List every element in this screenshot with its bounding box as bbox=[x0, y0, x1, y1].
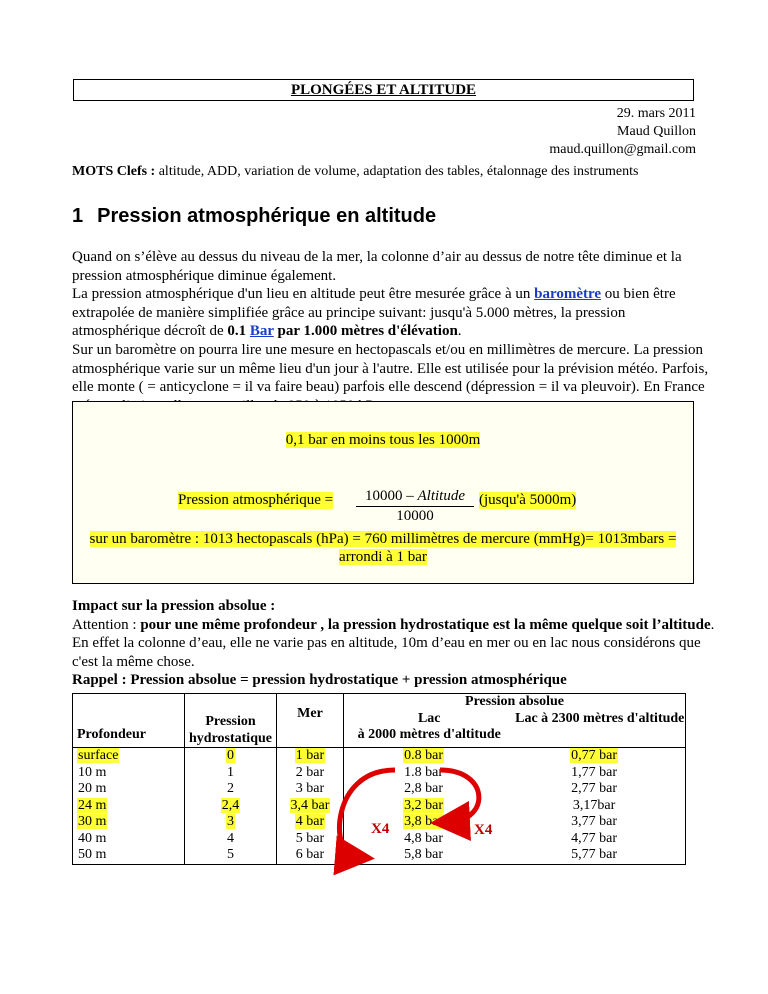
table-cell: 4,77 bar bbox=[571, 830, 618, 846]
table-cell: 5,8 bar bbox=[404, 847, 444, 862]
table-cell: surface bbox=[78, 748, 119, 763]
formula-title bbox=[73, 432, 693, 449]
table-cell: 6 bar bbox=[295, 847, 325, 862]
table-cell: 1 bbox=[227, 764, 234, 780]
intro-text bbox=[72, 248, 712, 415]
impact-heading-text: Impact sur la pression absolue : bbox=[72, 598, 276, 614]
table-cell: 2 bbox=[227, 781, 234, 796]
formula-num-a: 10000 – bbox=[365, 488, 418, 504]
table-cell: 4,8 bar bbox=[404, 830, 444, 846]
table-cell: 3,8 bar bbox=[404, 814, 444, 829]
header-lake2300: Lac à 2300 mètres d'altitude bbox=[515, 710, 685, 726]
doc-title: PLONGÉES ET ALTITUDE bbox=[290, 82, 477, 98]
header-sea: Mer bbox=[277, 694, 344, 748]
title-box bbox=[73, 79, 694, 101]
keywords bbox=[72, 163, 712, 181]
formula-num-var: Altitude bbox=[417, 488, 465, 504]
header-lakes bbox=[344, 711, 685, 744]
lake2000-column bbox=[344, 748, 504, 865]
lake2300-column bbox=[503, 748, 685, 865]
table-cell: 3,17bar bbox=[572, 797, 616, 813]
formula-denominator: 10000 bbox=[396, 508, 434, 524]
table-cell: 1.8 bar bbox=[404, 764, 444, 780]
table-cell: 0.8 bar bbox=[404, 748, 444, 763]
intro-p2-b: ou bien être extrapolée de manière simplifiée grâce au principe suivant: jusqu'à 5.000 mètres, la pression atmosphérique décroît de bbox=[72, 286, 676, 340]
sea-column bbox=[277, 748, 344, 865]
table-cell: 5,77 bar bbox=[571, 847, 618, 862]
intro-p2-a: La pression atmosphérique d'un lieu en altitude peut être mesurée grâce à un bbox=[72, 286, 535, 303]
doc-author: Maud Quillon bbox=[617, 124, 696, 139]
formula-label: Pression atmosphérique = bbox=[178, 492, 334, 508]
formula-bottom-text: sur un baromètre : 1013 hectopascals (hPa) = 760 millimètres de mercure (mmHg)= 1013mbars = arrondi à 1 bar bbox=[89, 531, 677, 565]
table-cell: 4 bar bbox=[295, 814, 325, 829]
impact-heading bbox=[72, 597, 722, 616]
section-heading bbox=[72, 205, 436, 228]
keywords-label: MOTS Clefs : bbox=[72, 164, 156, 179]
table-cell: 20 m bbox=[78, 781, 107, 796]
table-cell: 0 bbox=[227, 748, 234, 763]
formula-limit: (jusqu'à 5000m) bbox=[479, 492, 577, 508]
table-header-row bbox=[73, 694, 686, 748]
table-body-row bbox=[73, 748, 686, 865]
table-cell: 3,77 bar bbox=[571, 814, 618, 829]
pressure-table bbox=[72, 693, 686, 865]
table-cell: 3,2 bar bbox=[404, 797, 444, 813]
table-cell: 1,77 bar bbox=[571, 764, 618, 780]
hydro-column bbox=[185, 748, 277, 865]
barometre-link[interactable]: baromètre bbox=[534, 286, 602, 303]
header-lake2000: Lac à 2000 mètres d'altitude bbox=[357, 710, 501, 742]
table-cell: 4 bbox=[227, 830, 234, 846]
formula-numerator bbox=[356, 488, 474, 507]
table-cell: 2,77 bar bbox=[571, 781, 618, 796]
formula-bottom bbox=[73, 530, 693, 566]
table-cell: 2,8 bar bbox=[404, 781, 444, 796]
table-cell: 30 m bbox=[78, 814, 107, 829]
table-cell: 3 bbox=[227, 814, 234, 829]
intro-p2-bold1: 0.1 bbox=[227, 323, 250, 340]
header-meta bbox=[549, 105, 696, 159]
table-cell: 2 bar bbox=[295, 764, 325, 780]
table-cell: 24 m bbox=[78, 797, 107, 813]
intro-p2-end: . bbox=[457, 323, 462, 340]
section-number: 1 bbox=[72, 205, 84, 227]
header-absolute-group bbox=[344, 694, 686, 748]
header-absolute: Pression absolue bbox=[465, 694, 564, 709]
impact-rappel-text: Rappel : Pression absolue = pression hydrostatique + pression atmosphérique bbox=[72, 672, 567, 689]
annotation-x4-right: X4 bbox=[474, 822, 493, 838]
table-cell: 2,4 bbox=[221, 797, 240, 813]
keywords-text: altitude, ADD, variation de volume, adaptation des tables, étalonnage des instruments bbox=[155, 164, 639, 179]
section-title: Pression atmosphérique en altitude bbox=[97, 205, 437, 227]
doc-date: 29. mars 2011 bbox=[616, 106, 696, 121]
bar-link[interactable]: Bar bbox=[249, 323, 274, 340]
formula-fraction bbox=[356, 488, 474, 525]
annotation-x4-left: X4 bbox=[371, 821, 390, 837]
table-cell: 40 m bbox=[78, 830, 107, 846]
table-cell: 5 bar bbox=[295, 830, 325, 846]
impact-text bbox=[72, 597, 722, 690]
table-cell: 50 m bbox=[78, 847, 107, 862]
impact-attention bbox=[72, 616, 722, 672]
impact-att-b: . En effet la colonne d’eau, elle ne varie pas en altitude, 10m d’eau en mer ou en lac nous considérons que c'est la même chose. bbox=[72, 616, 715, 670]
header-hydro: Pression hydrostatique bbox=[185, 694, 277, 748]
table-cell: 3,4 bar bbox=[290, 797, 330, 813]
impact-att-a: Attention : bbox=[72, 616, 141, 633]
header-depth: Profondeur bbox=[73, 694, 185, 748]
table-cell: 10 m bbox=[78, 764, 107, 780]
formula-box bbox=[72, 401, 694, 584]
formula-title-text: 0,1 bar en moins tous les 1000m bbox=[285, 432, 481, 448]
table-cell: 1 bar bbox=[295, 748, 325, 763]
table-cell: 0,77 bar bbox=[571, 748, 618, 763]
table-cell: 3 bar bbox=[295, 781, 325, 796]
intro-p3: Sur un baromètre on pourra lire une mesure en hectopascals et/ou en millimètres de mercure. La pression atmosphérique varie sur un même lieu d'un jour à l'autre. Elle est utilisée pour la prévision météo. Parfois, elle monte ( = anticyclone = il va faire beau) parfois elle descend (dépression = il va pleuvoir). En France bbox=[72, 341, 709, 396]
table-cell: 5 bbox=[227, 847, 234, 862]
intro-p2 bbox=[72, 285, 712, 341]
intro-p2-bold2: par 1.000 mètres d'élévation bbox=[273, 323, 458, 340]
doc-email: maud.quillon@gmail.com bbox=[549, 142, 696, 157]
impact-rappel bbox=[72, 671, 722, 690]
intro-p1: Quand on s’élève au dessus du niveau de la mer, la colonne d’air au dessus de notre tête diminue et la pression atmosphérique diminue également. bbox=[72, 249, 682, 284]
impact-att-bold: pour une même profondeur , la pression hydrostatique est la même quelque soit l’altitude bbox=[140, 616, 711, 633]
depth-column bbox=[73, 748, 185, 865]
